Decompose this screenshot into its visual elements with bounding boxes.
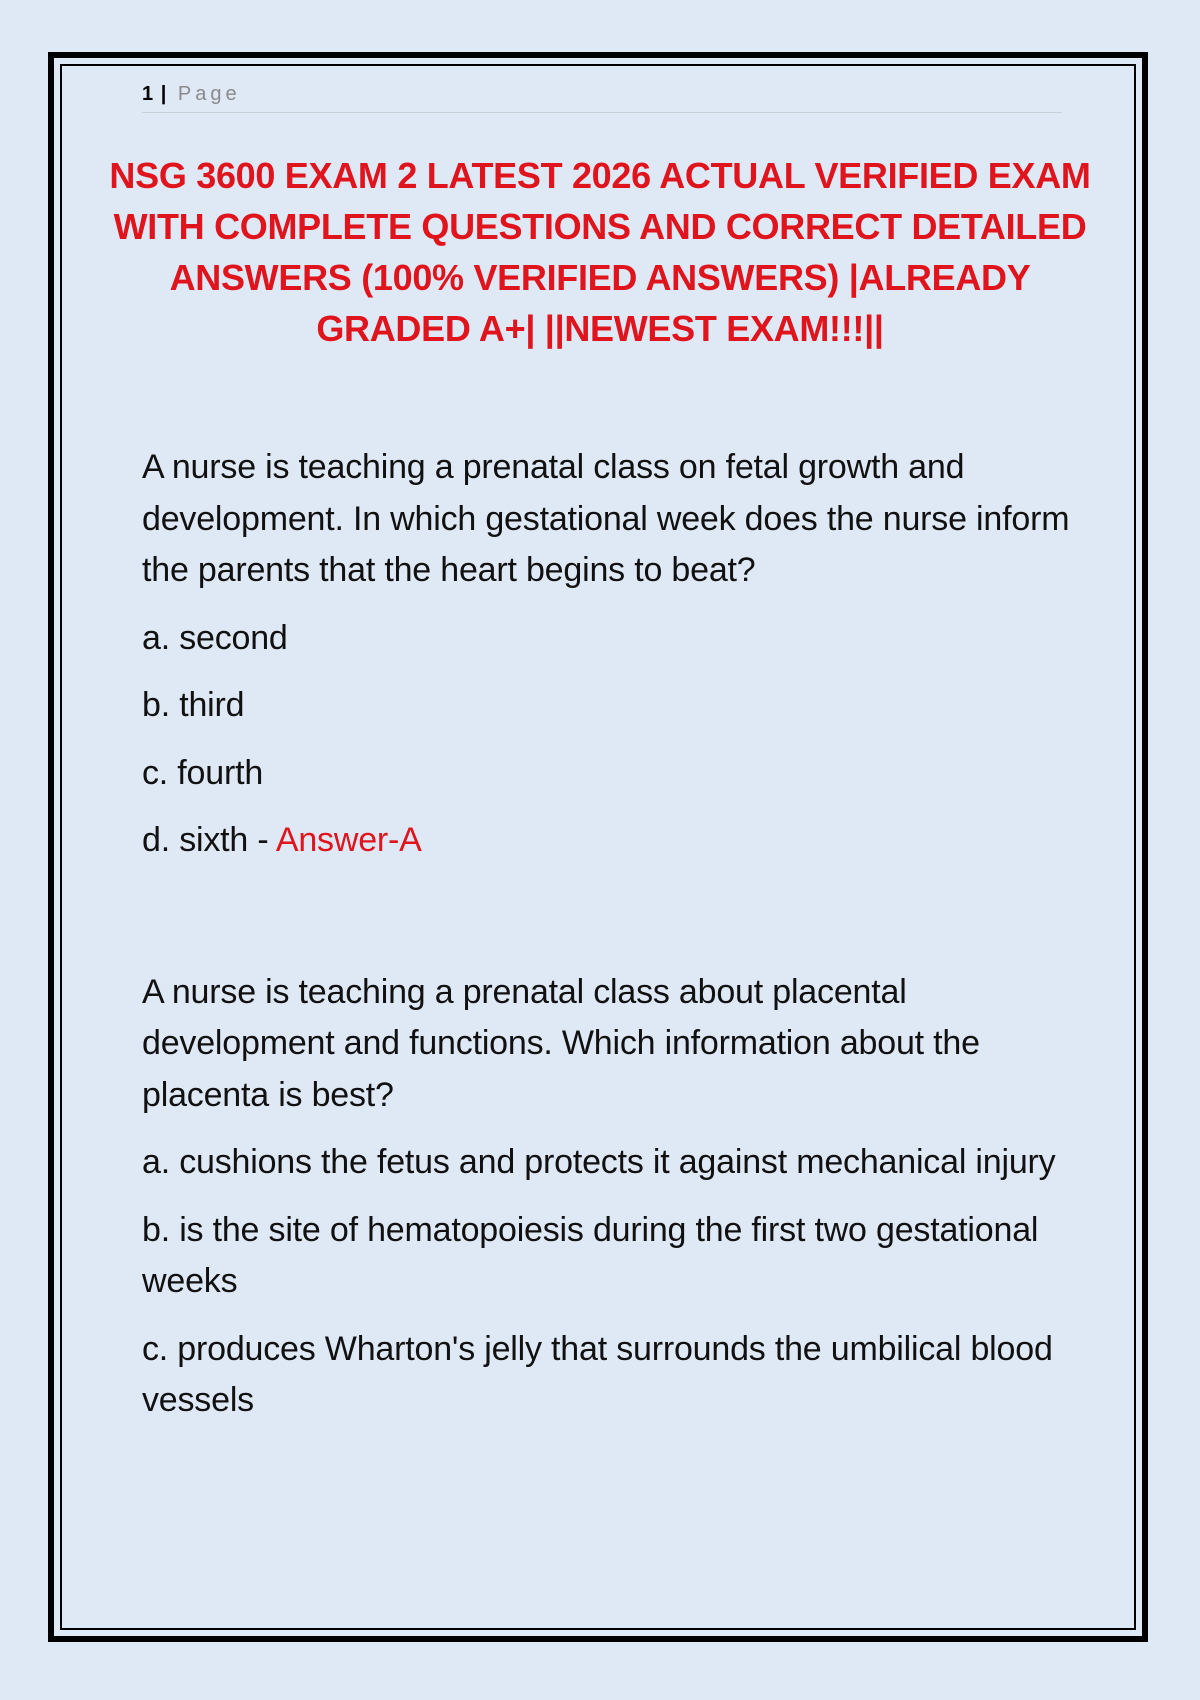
option-d-text: d. sixth - xyxy=(142,821,276,859)
page-number: 1 xyxy=(142,83,154,105)
question-1 xyxy=(142,442,1072,867)
exam-content xyxy=(142,442,1072,1427)
question-stem: A nurse is teaching a prenatal class about placental development and functions. Which information about the placenta is best? xyxy=(142,972,980,1114)
option-b: b. is the site of hematopoiesis during the first two gestational weeks xyxy=(142,1210,1039,1300)
page-label: Page xyxy=(177,83,241,105)
page-separator: | xyxy=(160,83,167,105)
option-c: c. produces Wharton's jelly that surrounds the umbilical blood vessels xyxy=(142,1329,1053,1419)
page-header xyxy=(142,80,1062,113)
question-stem: A nurse is teaching a prenatal class on fetal growth and development. In which gestational week does the nurse inform the parents that the heart begins to beat? xyxy=(142,448,1070,589)
option-a: a. second xyxy=(142,618,288,657)
document-title: NSG 3600 EXAM 2 LATEST 2026 ACTUAL VERIFIED EXAM WITH COMPLETE QUESTIONS AND CORRECT DETAILED ANSWERS (100% VERIFIED ANSWERS) |ALREADY GRADED A+| ||NEWEST EXAM!!!|| xyxy=(109,155,1091,349)
option-c: c. fourth xyxy=(142,753,264,792)
option-a: a. cushions the fetus and protects it against mechanical injury xyxy=(142,1143,1056,1181)
option-b: b. third xyxy=(142,686,245,724)
answer-key: Answer-A xyxy=(275,821,422,859)
question-2 xyxy=(142,967,1072,1427)
option-d xyxy=(142,815,1072,867)
